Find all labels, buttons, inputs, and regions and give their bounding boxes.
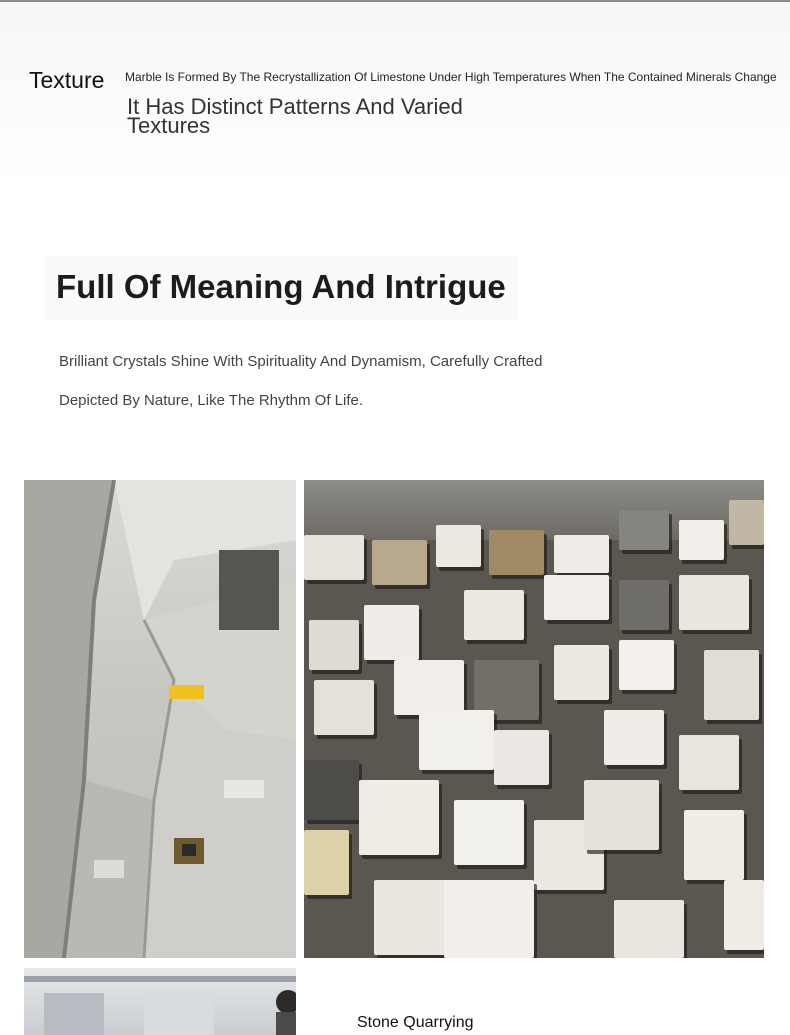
- marble-block: [729, 500, 764, 545]
- marble-block: [394, 660, 464, 715]
- marble-block: [464, 590, 524, 640]
- cutting-machine-photo: [24, 968, 296, 1035]
- marble-block: [489, 530, 544, 575]
- marble-block: [359, 780, 439, 855]
- marble-block: [679, 520, 724, 560]
- marble-block: [304, 760, 359, 820]
- marble-block: [444, 880, 534, 958]
- marble-block: [304, 830, 349, 895]
- marble-block: [724, 880, 764, 950]
- marble-block: [544, 575, 609, 620]
- quarry-photo: [24, 480, 296, 958]
- marble-block: [679, 575, 749, 630]
- marble-block: [454, 800, 524, 865]
- texture-description: Marble Is Formed By The Recrystallization Of Limestone Under High Temperatures When The Contained Minerals Change: [125, 70, 777, 84]
- body-line-1: Brilliant Crystals Shine With Spirituality And Dynamism, Carefully Crafted: [59, 353, 543, 370]
- marble-block: [619, 640, 674, 690]
- texture-banner: [0, 2, 790, 182]
- texture-heading: Texture: [29, 67, 105, 93]
- texture-subheading: It Has Distinct Patterns And Varied Textures: [127, 94, 463, 138]
- marble-block: [364, 605, 419, 660]
- headline-box: [44, 256, 518, 320]
- cutting-machine-illustration: [24, 968, 296, 1035]
- marble-block: [554, 535, 609, 573]
- marble-block: [619, 580, 669, 630]
- headline: Full Of Meaning And Intrigue: [56, 268, 506, 305]
- marble-block: [436, 525, 481, 567]
- marble-block: [614, 900, 684, 958]
- marble-block: [304, 535, 364, 580]
- marble-block: [309, 620, 359, 670]
- marble-block: [619, 510, 669, 550]
- marble-block: [684, 810, 744, 880]
- body-line-2: Depicted By Nature, Like The Rhythm Of Life.: [59, 392, 364, 409]
- marble-block: [604, 710, 664, 765]
- marble-block: [554, 645, 609, 700]
- marble-block: [314, 680, 374, 735]
- marble-block: [372, 540, 427, 585]
- marble-blocks-photo: [304, 480, 764, 958]
- marble-block: [679, 735, 739, 790]
- marble-block: [494, 730, 549, 785]
- marble-block: [584, 780, 659, 850]
- marble-block: [704, 650, 759, 720]
- marble-block: [419, 710, 494, 770]
- photo-caption: Stone Quarrying: [357, 1014, 474, 1031]
- quarry-illustration: [24, 480, 296, 958]
- marble-block: [374, 880, 449, 955]
